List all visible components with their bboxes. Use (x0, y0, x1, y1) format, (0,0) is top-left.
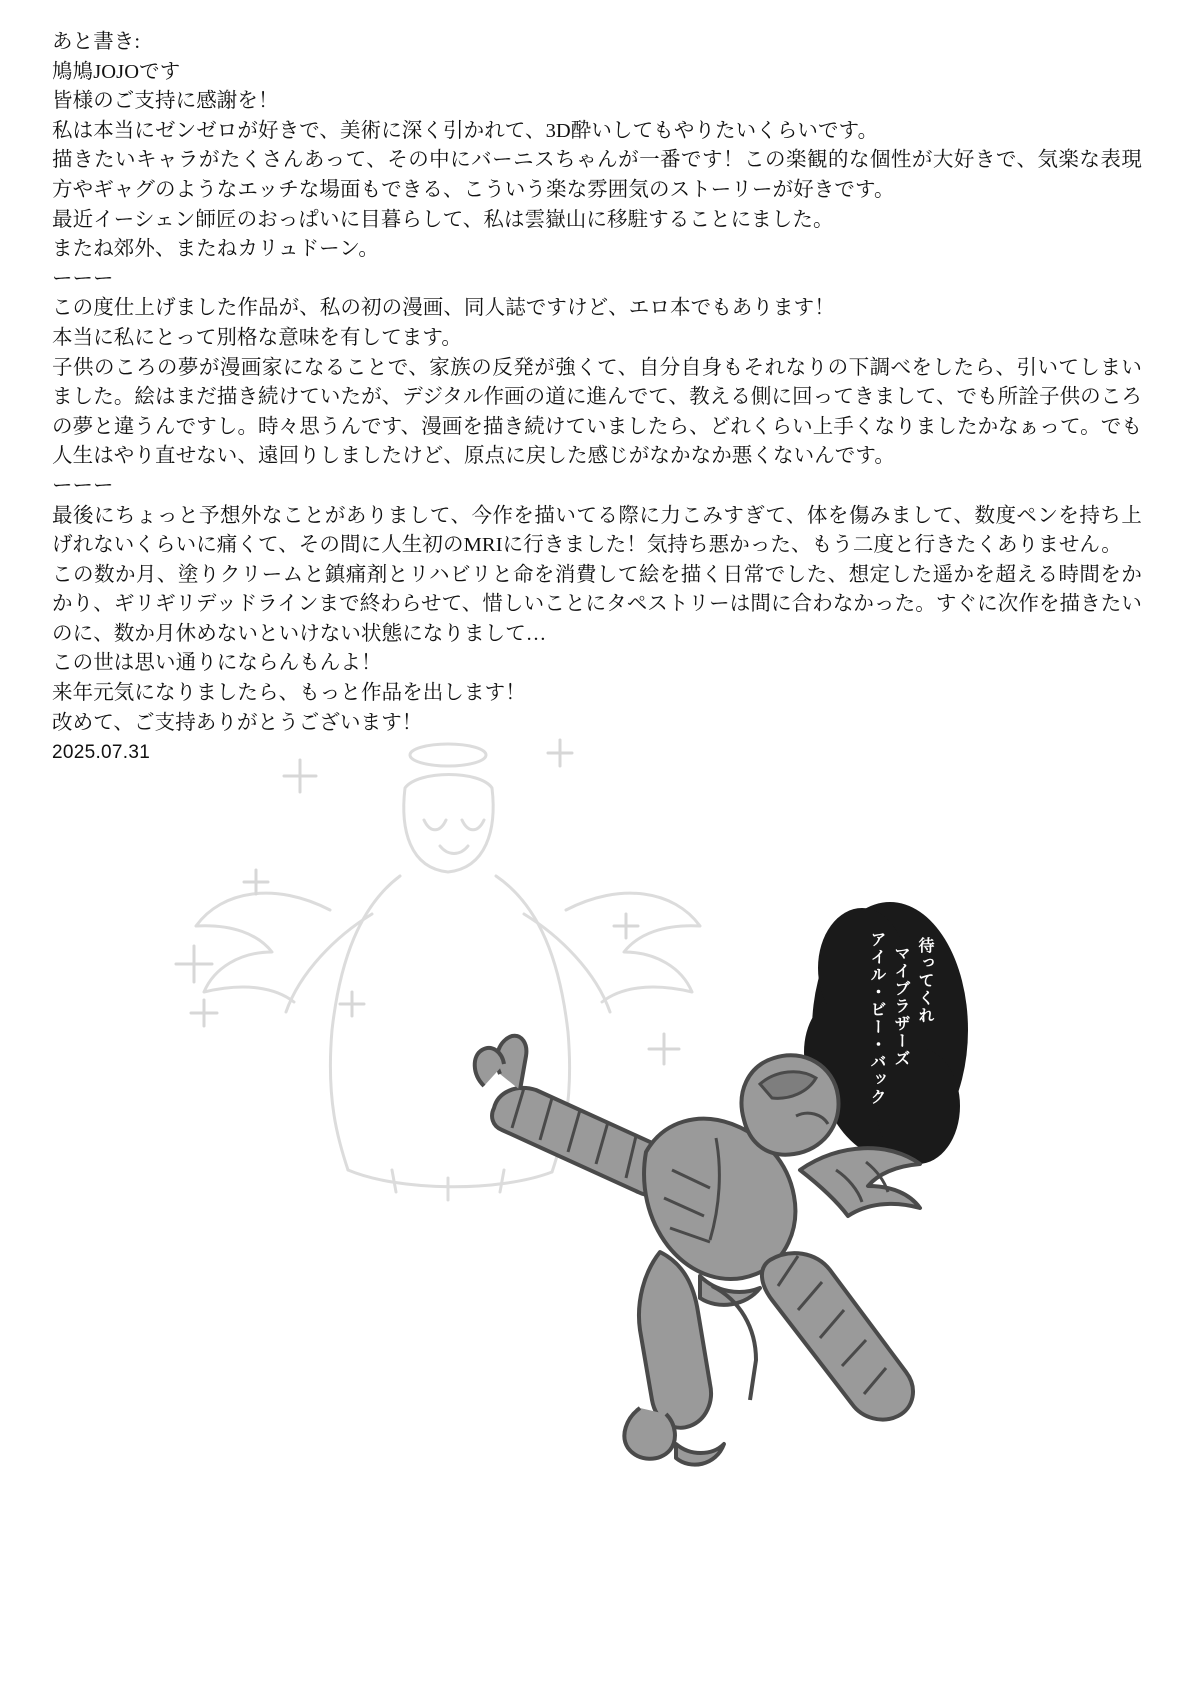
afterword-paragraph2-line-3: 子供のころの夢が漫画家になることで、家族の反発が強くて、自分自身もそれなりの下調べをしたら、引いてしまいました。絵はまだ描き続けていたが、デジタル作画の道に進んでて、教える側に回ってきまして、でも所詮子供のころの夢と違うんですし。時々思うんです、漫画を描き続けていましたら、どれくらい上手くなりましたかなぁって。でも人生はやり直せない、遠回りしましたけど、原点に戻した感じがなかなか悪くないんです。 (52, 356, 1142, 468)
sparkle-icons (176, 740, 679, 1064)
afterword-text-block (52, 28, 1142, 768)
afterword-heading: あと書き: (52, 31, 141, 53)
afterword-line-3: 私は本当にゼンゼロが好きで、美術に深く引かれて、3D酔いしてもやりたいくらいです。 (52, 119, 879, 142)
caption-line-2: マイブラザーズ (892, 945, 909, 1068)
afterword-paragraph3-line-2: この数か月、塗りクリームと鎮痛剤とリハビリと命を消費して絵を描く日常でした、想定した遥かを超える時間をかかり、ギリギリデッドラインまで終わらせて、惜しいことにタペストリーは間に合わなかった。すぐに次作を描きたいのに、数か月休めないといけない状態になりまして… (52, 563, 1142, 645)
afterword-divider-1: ーーー (52, 267, 114, 290)
afterword-divider-2: ーーー (52, 474, 114, 497)
afterword-line-5: 最近イーシェン師匠のおっぱいに目暮らして、私は雲嶽山に移駐することにました。 (52, 208, 834, 231)
caption-line-3: アイル・ビー・バック (868, 931, 885, 1106)
afterword-paragraph2-line-2: 本当に私にとって別格な意味を有してます。 (52, 326, 462, 349)
afterword-paragraph2-line-1: この度仕上げました作品が、私の初の漫画、同人誌ですけど、エロ本でもあります！ (52, 297, 835, 320)
afterword-paragraph3-line-1: 最後にちょっと予想外なことがありまして、今作を描いてる際に力こみすぎて、体を傷みまして、数度ペンを持ち上げれないくらいに痛くて、その間に人生初のMRIに行きました！気持ち悪かった、もう二度と行きたくありません。 (52, 504, 1142, 557)
illustration-area (0, 700, 1200, 1580)
caption-line-1: 待ってくれ (916, 937, 933, 1025)
illustration-caption (822, 915, 952, 1145)
afterword-paragraph3-line-5: 改めて、ご支持ありがとうございます！ (52, 711, 423, 734)
afterword-line-4: 描きたいキャラがたくさんあって、その中にバーニスちゃんが一番です！この楽観的な個性が大好きで、気楽な表現方やギャグのようなエッチな場面もできる、こういう楽な雰囲気のストーリーが好きです。 (52, 149, 1142, 201)
afterword-paragraph3-line-4: 来年元気になりましたら、もっと作品を出します！ (52, 682, 526, 705)
afterword-line-6: またね郊外、またねカリュドーン。 (52, 238, 379, 261)
afterword-line-1: 鳩鳩JOJOです (52, 60, 181, 83)
afterword-date: 2025.07.31 (52, 742, 151, 764)
afterword-paragraph3-line-3: この世は思い通りにならんもんよ！ (52, 652, 382, 675)
afterword-line-2: 皆様のご支持に感謝を！ (52, 90, 279, 113)
